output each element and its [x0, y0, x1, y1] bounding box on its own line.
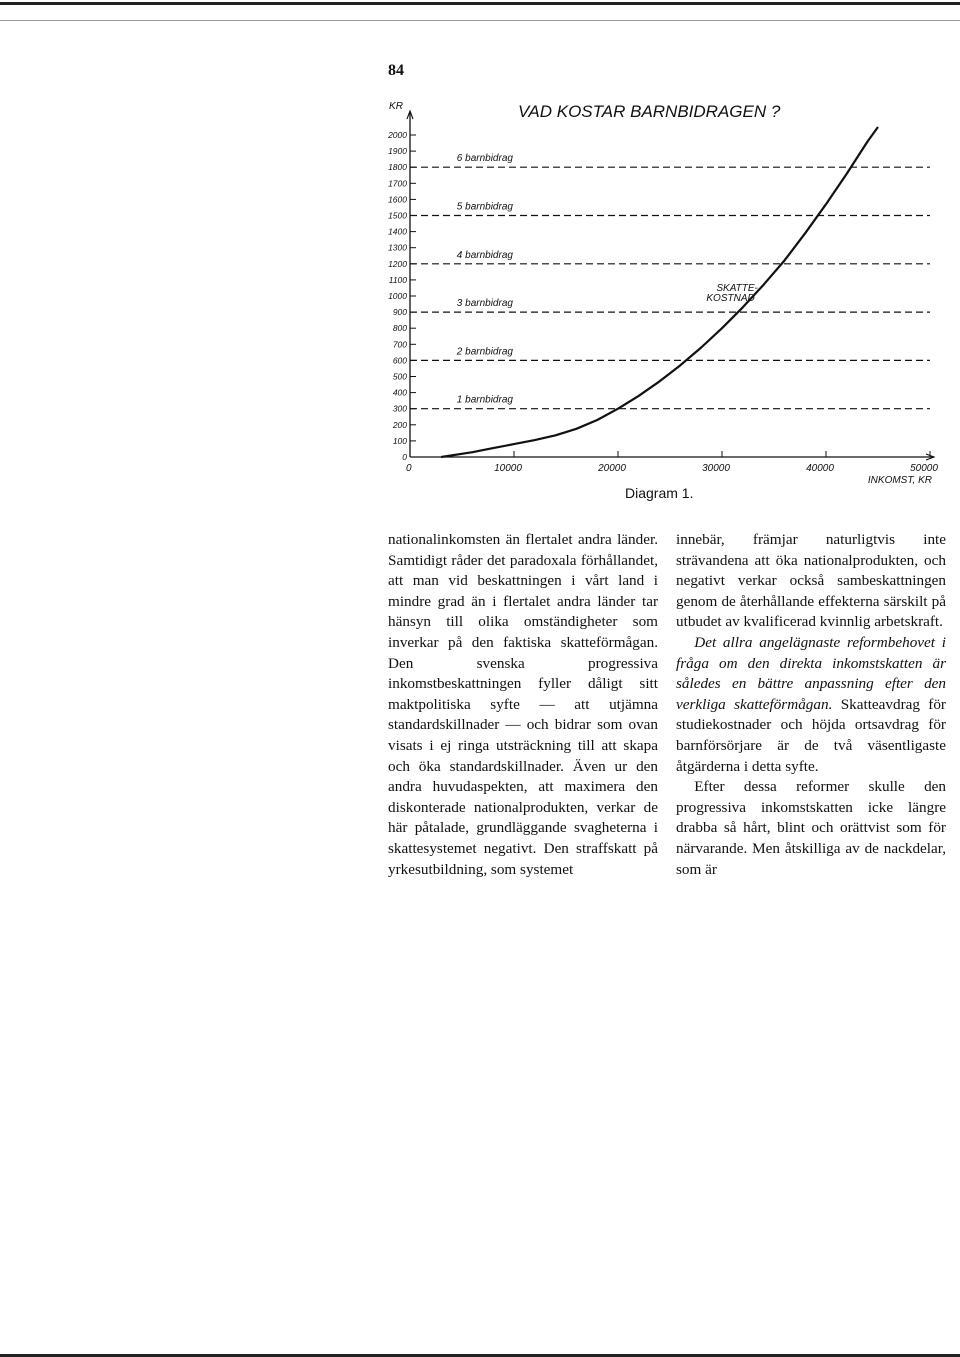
diagram-caption: Diagram 1.: [625, 485, 694, 501]
y-tick-label: 800: [392, 323, 407, 334]
y-tick-label: 1900: [388, 146, 407, 157]
x-tick-label: 50000: [910, 463, 938, 474]
y-tick-label: 500: [392, 371, 407, 382]
y-tick-label: 700: [392, 339, 407, 350]
emphasis-text: Det allra angelägnaste reformbehovet i fråga om den direkta inkomstskatten är således en bättre anpassning efter den verkliga skatteförmågan.: [676, 633, 946, 713]
barnbidrag-label: 5 barnbidrag: [456, 201, 513, 213]
x-tick-label: 10000: [494, 463, 522, 474]
y-tick-label: 1300: [388, 242, 407, 253]
barnbidrag-label: 6 barnbidrag: [456, 153, 513, 165]
paragraph: Efter dessa reformer skulle den progressiva inkomstskatten icke längre drabba så hårt, blint och orättvist som för närvarande. Men åtskilliga av de nackdelar, som är: [676, 778, 946, 878]
paragraph: nationalinkomsten än flertalet andra länder. Samtidigt råder det paradoxala förhållandet, att man vid beskattningen i vårt land i mindre grad än i flertalet andra länder tar hänsyn till olika omständigheter som inverkar på den faktiska skatteförmågan. Den svenska progressiva inkomstbeskattningen fyller dåligt sitt maktpolitiska syfte — att utjämna standardskillnader — och bidrar som ovan visats i ej ringa utsträckning till att skapa och öka standardskillnader. Även ur den andra huvudaspekten, att maximera den diskonterade nationalprodukten, verkar de här påtalade, grundläggande svagheterna i skattesystemet negativt. Den straffskatt på yrkesutbildning, som systemet: [388, 531, 658, 878]
curve-label: SKATTE-: [716, 283, 758, 295]
barnbidrag-label: 1 barnbidrag: [456, 394, 513, 406]
x-tick-label: 20000: [598, 463, 626, 474]
y-tick-label: 1700: [388, 178, 407, 189]
page-number: 84: [388, 62, 404, 79]
y-tick-label: 1400: [388, 226, 407, 237]
y-tick-label: 200: [392, 419, 407, 430]
text-column-right: [676, 530, 946, 880]
y-tick-label: 2000: [388, 130, 407, 140]
barnbidrag-label: 4 barnbidrag: [456, 249, 513, 261]
y-tick-label: 1800: [388, 162, 407, 173]
chart-title: VAD KOSTAR BARNBIDRAGEN ?: [518, 102, 781, 121]
y-tick-label: 400: [392, 387, 407, 398]
top-rule: [0, 2, 960, 5]
paragraph: innebär, främjar naturligtvis inte strävandena att öka nationalprodukten, och negativt verkar också sambeskattningen genom de återhållande effekterna särskilt på utbudet av kvalificerad kvinnlig arbetskraft.: [676, 531, 946, 631]
y-tick-label: 600: [392, 355, 407, 366]
x-axis-label: INKOMST, KR: [867, 475, 932, 485]
top-rule-thin: [0, 20, 960, 21]
y-tick-label: 900: [392, 307, 407, 318]
y-tick-label: 1000: [388, 291, 407, 301]
paragraph: [676, 633, 946, 777]
y-axis-label: KR: [389, 101, 403, 112]
tax-cost-curve: [441, 127, 878, 457]
barnbidrag-label: 2 barnbidrag: [456, 346, 513, 358]
barnbidrag-label: 3 barnbidrag: [456, 298, 513, 310]
y-tick-label: 100: [392, 435, 407, 446]
y-tick-label: 300: [392, 403, 407, 414]
x-tick-label: 40000: [806, 463, 834, 474]
tax-cost-chart: [360, 95, 940, 485]
x-tick-label: 30000: [702, 463, 730, 474]
paragraph-text: Skatteavdrag för studiekostnader och höjda ortsavdrag för barnförsörjare är de två väsentligaste åtgärderna i detta syfte.: [676, 695, 946, 775]
text-column-left: [388, 530, 658, 880]
y-tick-label: 1100: [388, 274, 407, 285]
curve-label: KOSTNAD: [706, 293, 755, 305]
y-tick-label: 0: [402, 452, 407, 462]
y-tick-label: 1600: [388, 194, 407, 205]
y-tick-label: 1200: [388, 258, 407, 269]
x-tick-label: 0: [406, 463, 412, 474]
y-tick-label: 1500: [388, 210, 407, 221]
